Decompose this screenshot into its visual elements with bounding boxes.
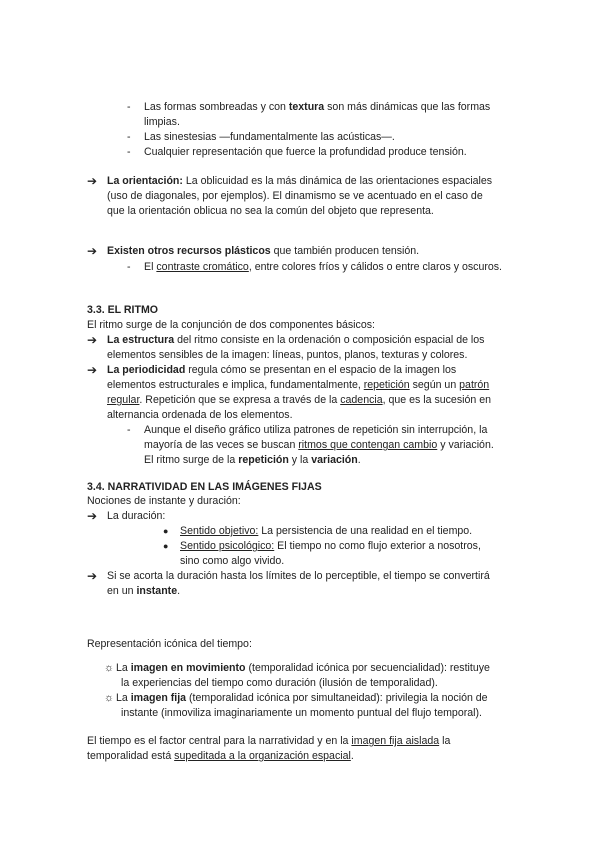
arrow-icon: ➔ — [87, 174, 98, 188]
arrow-icon: ➔ — [87, 509, 98, 523]
periodicidad-line1: La periodicidad regula cómo se presentan en el espacio de la imagen los — [107, 364, 457, 376]
narratividad-intro: Nociones de instante y duración: — [87, 495, 241, 507]
conclusion-line1: El tiempo es el factor central para la narratividad y en la imagen fija aislada la — [87, 735, 451, 747]
arrow-icon: ➔ — [87, 569, 98, 583]
section-heading-narratividad: 3.4. NARRATIVIDAD EN LAS IMÁGENES FIJAS — [87, 481, 322, 493]
sun-icon: ☼ — [104, 692, 115, 704]
arrow-icon: ➔ — [87, 244, 98, 258]
dash-marker: - — [127, 146, 131, 158]
ritmo-sub-line1: Aunque el diseño gráfico utiliza patrones de repetición sin interrupción, la — [144, 424, 488, 436]
sun-icon: ☼ — [104, 662, 115, 674]
bullet-icon: ● — [163, 526, 169, 536]
list-item-formas-cont: limpias. — [144, 116, 180, 128]
list-item-profundidad: Cualquier representación que fuerce la profundidad produce tensión. — [144, 146, 467, 158]
periodicidad-line2: elementos estructurales e implica, fundamentalmente, repetición según un patrón — [107, 379, 490, 391]
dash-marker: - — [127, 424, 131, 436]
estructura-line2: elementos sensibles de la imagen: líneas, puntos, planos, texturas y colores. — [107, 349, 468, 361]
conclusion-line2: temporalidad está supeditada a la organización espacial. — [87, 750, 354, 762]
list-item-sinestesias: Las sinestesias —fundamentalmente las acústicas—. — [144, 131, 395, 143]
imagen-fija-line2: instante (inmoviliza imaginariamente un momento puntual del flujo temporal). — [121, 707, 482, 719]
dash-marker: - — [127, 261, 131, 273]
arrow-icon: ➔ — [87, 333, 98, 347]
sentido-psicologico: Sentido psicológico: El tiempo no como flujo exterior a nosotros, — [180, 540, 481, 552]
section-heading-ritmo: 3.3. EL RITMO — [87, 304, 159, 316]
otros-recursos-line: Existen otros recursos plásticos que también producen tensión. — [107, 245, 420, 257]
ritmo-sub-line3: El ritmo surge de la repetición y la variación. — [144, 454, 361, 466]
bullet-icon: ● — [163, 541, 169, 551]
ritmo-sub-line2: mayoría de las veces se buscan ritmos que contengan cambio y variación. — [144, 439, 494, 451]
orientacion-line3: que la orientación oblicua no sea la común del objeto que representa. — [107, 205, 434, 217]
dash-marker: - — [127, 131, 131, 143]
periodicidad-line4: alternancia ordenada de los elementos. — [107, 409, 293, 421]
ritmo-intro: El ritmo surge de la conjunción de dos componentes básicos: — [87, 319, 375, 331]
acorta-line1: Si se acorta la duración hasta los límites de lo perceptible, el tiempo se convertirá — [107, 570, 490, 582]
estructura-line1: La estructura del ritmo consiste en la ordenación o composición espacial de los — [107, 334, 485, 346]
acorta-line2: en un instante. — [107, 585, 181, 597]
representacion-title: Representación icónica del tiempo: — [87, 638, 252, 650]
imagen-movimiento-line1: La imagen en movimiento (temporalidad icónica por secuencialidad): restituye — [116, 662, 490, 674]
list-item-formas: Las formas sombreadas y con textura son más dinámicas que las formas — [144, 101, 491, 113]
arrow-icon: ➔ — [87, 363, 98, 377]
sentido-objetivo: Sentido objetivo: La persistencia de una realidad en el tiempo. — [180, 525, 473, 537]
otros-recursos-sub: El contraste cromático, entre colores fríos y cálidos o entre claros y oscuros. — [144, 261, 502, 273]
periodicidad-line3: regular. Repetición que se expresa a través de la cadencia, que es la sucesión en — [107, 394, 491, 406]
imagen-movimiento-line2: la experiencias del tiempo como duración (ilusión de temporalidad). — [121, 677, 438, 689]
duracion-label: La duración: — [107, 510, 166, 522]
sentido-psicologico-cont: sino como algo vivido. — [180, 555, 285, 567]
orientacion-line1: La orientación: La oblicuidad es la más dinámica de las orientaciones espaciales — [107, 175, 493, 187]
orientacion-line2: (uso de diagonales, por ejemplos). El dinamismo se ve acentuado en el caso de — [107, 190, 483, 202]
imagen-fija-line1: La imagen fija (temporalidad icónica por simultaneidad): privilegia la noción de — [116, 692, 488, 704]
dash-marker: - — [127, 101, 131, 113]
